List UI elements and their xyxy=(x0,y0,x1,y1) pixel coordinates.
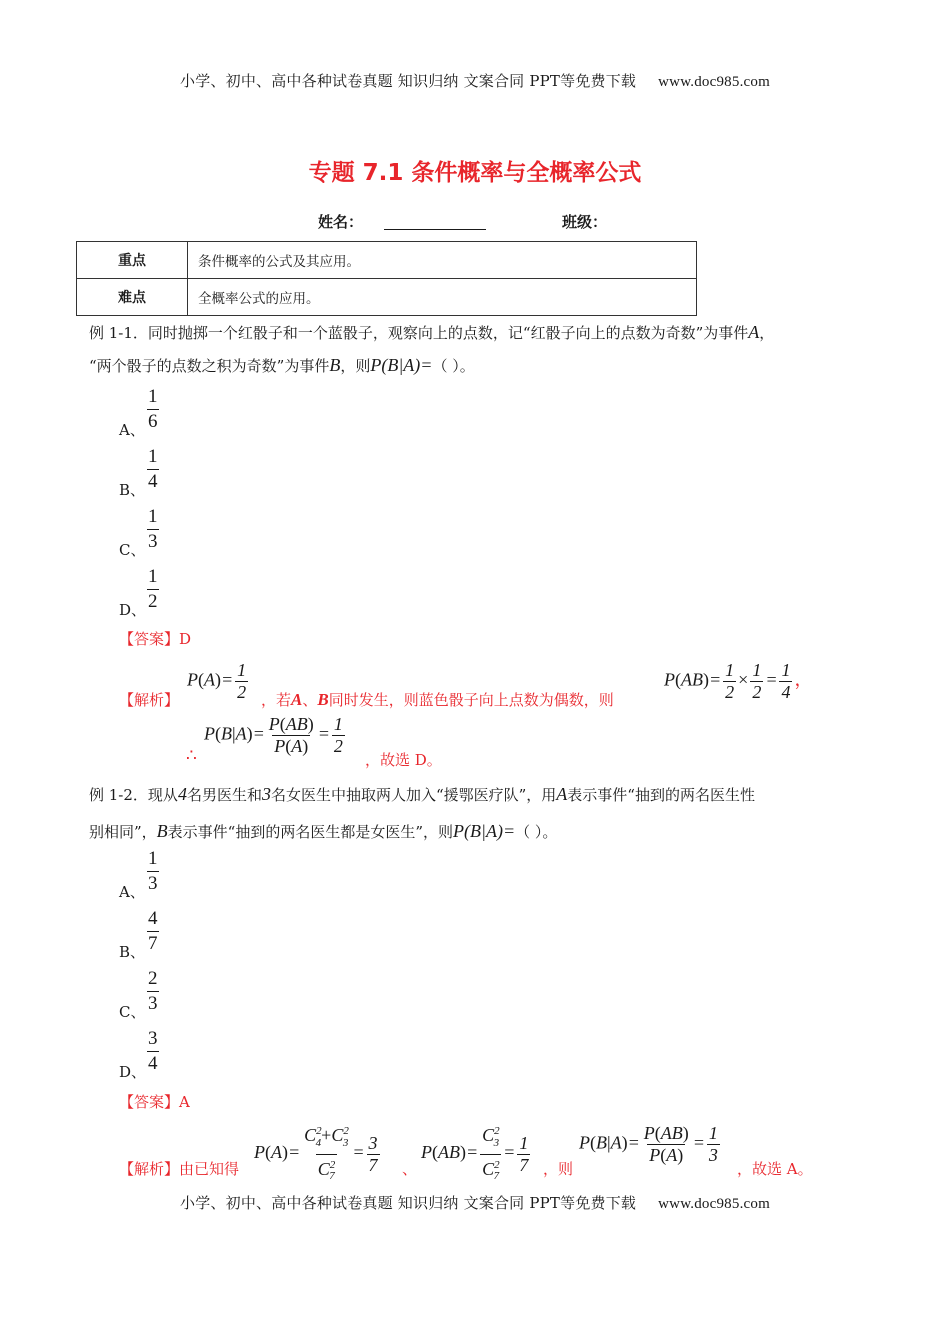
ex1-option-a-label[interactable]: A、 xyxy=(119,421,145,439)
focus-key: 重点 xyxy=(77,242,188,279)
ex2-option-a-label[interactable]: A、 xyxy=(119,883,145,901)
table-row xyxy=(77,242,697,279)
ex2-option-c-fraction: $\frac{2}{3}$ xyxy=(148,968,158,1014)
footer-text: 小学、初中、高中各种试卷真题 知识归纳 文案合同 PPT等免费下载 xyxy=(180,1194,637,1212)
ex1-option-c-label[interactable]: C、 xyxy=(119,541,146,559)
ex1-option-d-label[interactable]: D、 xyxy=(119,601,147,619)
ex1-option-c-fraction: $\frac{1}{3}$ xyxy=(148,506,158,552)
ex1-question-line2: “两个骰子的点数之积为奇数”为事件B，则P(B|A)=（ ）。 xyxy=(89,355,475,375)
header-site-link[interactable]: www.doc985.com xyxy=(658,74,770,90)
ex2-answer: 【答案】A xyxy=(119,1093,190,1111)
ex1-var-b: B xyxy=(329,355,341,375)
ex2-option-a-fraction: $\frac{1}{3}$ xyxy=(148,848,158,894)
ex2-formula-conditional: P(B|A)= $\frac{P(AB)}{P(A)}$ = $\frac{1}{3}$ xyxy=(579,1123,718,1165)
ex1-analysis-text: ，若A、B同时发生，则蓝色骰子向上点数为偶数，则 xyxy=(261,690,614,709)
page-title: 专题 7.1 条件概率与全概率公式 xyxy=(308,160,642,186)
ex2-formula-pab: P(AB)= $\frac{C^2_3}{C^2_7}$ = $\frac{1}{7}$ xyxy=(421,1122,532,1186)
ex1-answer: 【答案】D xyxy=(119,630,192,648)
page-header xyxy=(0,70,950,91)
ex1-formula-pab: P(AB)= $\frac{1}{2}$ × $\frac{1}{2}$ = $\frac{1}{4}$ ， xyxy=(664,660,813,702)
ex1-conclusion: ，故选 D。 xyxy=(365,751,442,769)
focus-table xyxy=(76,241,697,316)
ex1-question-line1: 例 1-1．同时抛掷一个红骰子和一个蓝骰子，观察向上的点数，记“红骰子向上的点数为奇数”为事件A， xyxy=(89,322,775,342)
ex1-option-a-fraction: $\frac{1}{6}$ xyxy=(148,386,158,432)
ex2-question-line1: 例 1-2．现从4名男医生和3名女医生中抽取两人加入“援鄂医疗队”，用A表示事件“抽到的两名医生性 xyxy=(89,784,755,804)
ex1-formula-pa: P(A)= $\frac{1}{2}$ xyxy=(187,660,247,702)
ex1-option-b-fraction: $\frac{1}{4}$ xyxy=(148,446,158,492)
ex1-expr: P(B|A)= xyxy=(370,355,433,375)
focus-value: 条件概率的公式及其应用。 xyxy=(188,242,697,279)
footer-site-link[interactable]: www.doc985.com xyxy=(658,1196,770,1212)
ex2-sep-1: 、 xyxy=(402,1160,418,1178)
ex2-analysis-label: 【解析】由已知得 xyxy=(119,1160,240,1178)
name-label: 姓名： xyxy=(318,213,364,231)
ex1-option-d-fraction: $\frac{1}{2}$ xyxy=(148,566,158,612)
ex1-analysis-label: 【解析】 xyxy=(119,691,180,709)
ex2-conclusion: ，故选 A。 xyxy=(737,1160,813,1178)
page-footer xyxy=(0,1192,950,1213)
ex2-option-d-fraction: $\frac{3}{4}$ xyxy=(148,1028,158,1074)
difficulty-value: 全概率公式的应用。 xyxy=(188,279,697,316)
class-label: 班级： xyxy=(562,213,608,231)
ex2-option-d-label[interactable]: D、 xyxy=(119,1063,147,1081)
therefore-symbol: ∴ xyxy=(186,746,197,766)
header-text: 小学、初中、高中各种试卷真题 知识归纳 文案合同 PPT等免费下载 xyxy=(180,72,637,90)
ex2-option-c-label[interactable]: C、 xyxy=(119,1003,146,1021)
ex2-option-b-label[interactable]: B、 xyxy=(119,943,146,961)
name-blank-line xyxy=(384,229,486,230)
ex1-formula-conditional: P(B|A)= $\frac{P(AB)}{P(A)}$ = $\frac{1}{2}$ xyxy=(204,714,343,756)
ex2-sep-2: ，则 xyxy=(543,1160,574,1178)
table-row xyxy=(77,279,697,316)
ex2-option-b-fraction: $\frac{4}{7}$ xyxy=(148,908,158,954)
ex1-option-b-label[interactable]: B、 xyxy=(119,481,146,499)
ex2-question-line2: 别相同”，B表示事件“抽到的两名医生都是女医生”，则P(B|A)=（ ）。 xyxy=(89,821,558,841)
difficulty-key: 难点 xyxy=(77,279,188,316)
ex1-var-a: A xyxy=(748,322,760,342)
ex2-formula-pa: P(A)= $\frac{C^2_4+C^2_3}{C^2_7}$ = $\frac{3}{7}$ xyxy=(254,1122,382,1186)
